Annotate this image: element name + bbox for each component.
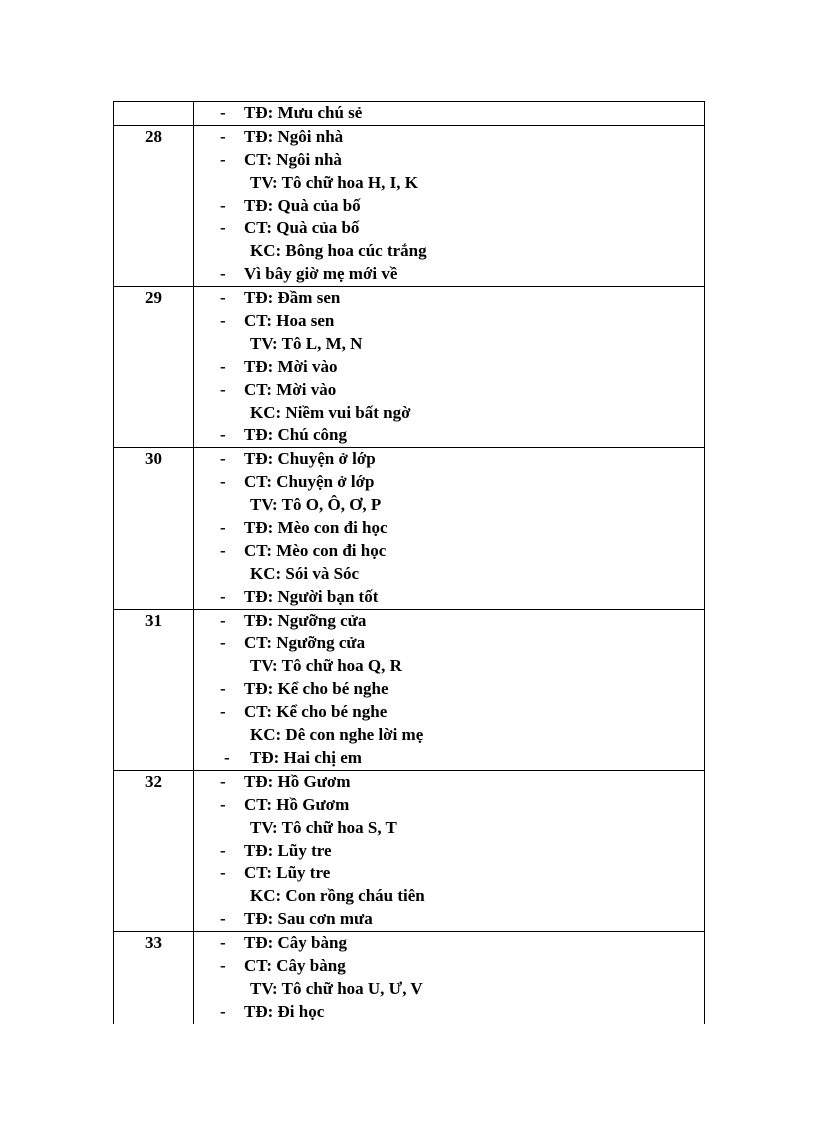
lesson-title: TĐ: Chú công: [244, 425, 347, 445]
lesson-line: [194, 172, 704, 195]
lesson-list-cell: [194, 448, 705, 609]
lesson-title: TĐ: Ngôi nhà: [244, 126, 344, 146]
lesson-title: TĐ: Ngưỡng cửa: [244, 610, 367, 630]
lesson-title: KC: Niềm vui bất ngờ: [250, 402, 411, 422]
lesson-line: [194, 240, 704, 263]
lesson-title: CT: Mời vào: [244, 379, 337, 399]
week-row: [114, 770, 705, 931]
bullet-dash: -: [220, 863, 226, 883]
lesson-line: [194, 862, 704, 885]
bullet-dash: -: [220, 218, 226, 238]
lesson-line: [194, 701, 704, 724]
bullet-dash: -: [220, 1001, 226, 1021]
bullet-dash: -: [220, 356, 226, 376]
lesson-line: [194, 494, 704, 517]
lesson-line: [194, 1001, 704, 1024]
lesson-line: [194, 678, 704, 701]
lesson-title: KC: Dê con nghe lời mẹ: [250, 725, 424, 745]
lesson-line: [194, 586, 704, 609]
lesson-line: [194, 908, 704, 931]
lesson-title: TV: Tô chữ hoa S, T: [250, 817, 397, 837]
bullet-dash: -: [220, 195, 226, 215]
bullet-dash: -: [220, 149, 226, 169]
bullet-dash: -: [220, 311, 226, 331]
week-row: [114, 102, 705, 126]
lesson-line: [194, 333, 704, 356]
bullet-dash: -: [220, 126, 226, 146]
bullet-dash: -: [220, 540, 226, 560]
lesson-line: [194, 149, 704, 172]
lesson-line: [194, 840, 704, 863]
lesson-title: TV: Tô O, Ô, Ơ, P: [250, 495, 382, 515]
bullet-dash: -: [220, 840, 226, 860]
lesson-line: [194, 610, 704, 633]
lesson-title: TĐ: Mời vào: [244, 356, 338, 376]
lesson-title: TĐ: Sau cơn mưa: [244, 909, 373, 929]
lesson-line: [194, 932, 704, 955]
lesson-title: CT: Ngôi nhà: [244, 149, 342, 169]
bullet-dash: -: [220, 702, 226, 722]
lesson-title: CT: Chuyện ở lớp: [244, 472, 375, 492]
lesson-line: [194, 287, 704, 310]
bullet-dash: -: [220, 518, 226, 538]
lesson-line: [194, 102, 704, 125]
lesson-line: [194, 747, 704, 770]
lesson-title: TĐ: Cây bàng: [244, 933, 347, 953]
lesson-title: TĐ: Đi học: [244, 1001, 325, 1021]
lesson-title: CT: Ngưỡng cửa: [244, 633, 366, 653]
week-row: [114, 448, 705, 609]
lesson-title: KC: Con rồng cháu tiên: [250, 886, 425, 906]
lesson-line: [194, 885, 704, 908]
bullet-dash: -: [220, 633, 226, 653]
lesson-line: [194, 724, 704, 747]
lesson-line: [194, 955, 704, 978]
bullet-dash: -: [220, 955, 226, 975]
lesson-line: [194, 263, 704, 286]
bullet-dash: -: [224, 747, 230, 767]
bullet-dash: -: [220, 449, 226, 469]
bullet-dash: -: [220, 933, 226, 953]
lesson-title: KC: Sói và Sóc: [250, 563, 360, 583]
lesson-title: CT: Hoa sen: [244, 311, 335, 331]
lesson-title: TĐ: Mưu chú sẻ: [244, 103, 363, 122]
lesson-list-cell: [194, 102, 705, 126]
lesson-title: TV: Tô L, M, N: [250, 333, 363, 353]
week-row: [114, 287, 705, 448]
lesson-title: CT: Lũy tre: [244, 863, 331, 883]
lesson-line: [194, 771, 704, 794]
lesson-line: [194, 424, 704, 447]
lesson-title: CT: Kể cho bé nghe: [244, 702, 388, 722]
lesson-list-cell: [194, 932, 705, 1024]
lesson-title: CT: Cây bàng: [244, 955, 346, 975]
bullet-dash: -: [220, 264, 226, 284]
lesson-line: [194, 195, 704, 218]
lesson-title: CT: Quà của bố: [244, 218, 360, 238]
lesson-list-cell: [194, 287, 705, 448]
lesson-title: TV: Tô chữ hoa H, I, K: [250, 172, 418, 192]
lesson-title: TĐ: Mèo con đi học: [244, 518, 388, 538]
week-number-cell: 30: [114, 448, 194, 609]
lesson-title: TĐ: Hai chị em: [250, 747, 362, 767]
lesson-line: [194, 356, 704, 379]
lesson-line: [194, 217, 704, 240]
lesson-list-cell: [194, 125, 705, 286]
week-number-cell: 32: [114, 770, 194, 931]
schedule-body: [114, 102, 705, 1024]
lesson-title: TĐ: Quà của bố: [244, 195, 361, 215]
lesson-schedule-table: [113, 101, 705, 1024]
lesson-line: [194, 402, 704, 425]
lesson-title: TĐ: Kể cho bé nghe: [244, 679, 389, 699]
lesson-line: [194, 310, 704, 333]
lesson-list-cell: [194, 770, 705, 931]
lesson-title: TV: Tô chữ hoa Q, R: [250, 656, 402, 676]
week-number-cell: 33: [114, 932, 194, 1024]
lesson-title: CT: Hồ Gươm: [244, 794, 350, 814]
bullet-dash: -: [220, 379, 226, 399]
bullet-dash: -: [220, 909, 226, 929]
bullet-dash: -: [220, 103, 226, 122]
lesson-line: [194, 126, 704, 149]
lesson-line: [194, 817, 704, 840]
lesson-title: TĐ: Người bạn tốt: [244, 586, 379, 606]
lesson-line: [194, 632, 704, 655]
lesson-line: [194, 978, 704, 1001]
lesson-title: Vì bây giờ mẹ mới về: [244, 264, 398, 284]
lesson-title: CT: Mèo con đi học: [244, 540, 387, 560]
bullet-dash: -: [220, 288, 226, 308]
lesson-line: [194, 540, 704, 563]
bullet-dash: -: [220, 425, 226, 445]
lesson-title: TĐ: Lũy tre: [244, 840, 332, 860]
week-row: [114, 125, 705, 286]
week-number-cell: [114, 102, 194, 126]
bullet-dash: -: [220, 610, 226, 630]
bullet-dash: -: [220, 771, 226, 791]
lesson-line: [194, 794, 704, 817]
lesson-line: [194, 448, 704, 471]
week-row: [114, 932, 705, 1024]
week-row: [114, 609, 705, 770]
week-number-cell: 28: [114, 125, 194, 286]
lesson-line: [194, 517, 704, 540]
lesson-line: [194, 471, 704, 494]
lesson-title: TV: Tô chữ hoa U, Ư, V: [250, 978, 423, 998]
bullet-dash: -: [220, 472, 226, 492]
lesson-line: [194, 563, 704, 586]
lesson-list-cell: [194, 609, 705, 770]
lesson-title: KC: Bông hoa cúc trắng: [250, 241, 427, 261]
bullet-dash: -: [220, 679, 226, 699]
lesson-line: [194, 655, 704, 678]
lesson-title: TĐ: Đầm sen: [244, 288, 341, 308]
lesson-line: [194, 379, 704, 402]
week-number-cell: 29: [114, 287, 194, 448]
bullet-dash: -: [220, 586, 226, 606]
bullet-dash: -: [220, 794, 226, 814]
lesson-title: TĐ: Chuyện ở lớp: [244, 449, 376, 469]
week-number-cell: 31: [114, 609, 194, 770]
lesson-title: TĐ: Hồ Gươm: [244, 771, 351, 791]
